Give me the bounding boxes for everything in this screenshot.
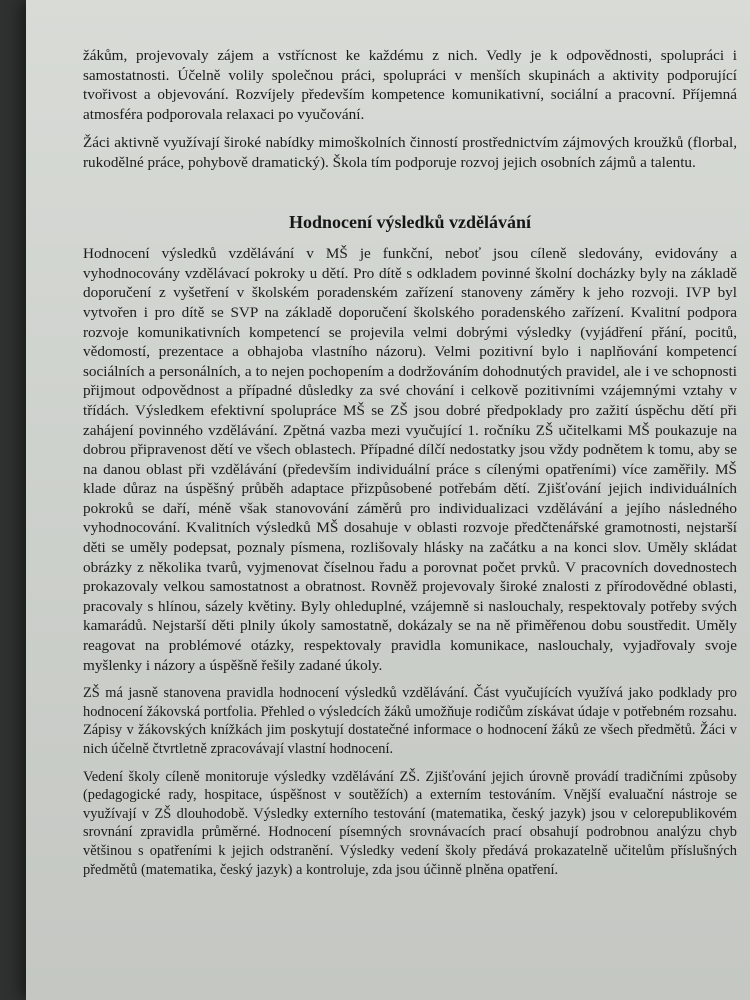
intro-paragraph-2: Žáci aktivně využívají široké nabídky mimoškolních činností prostřednictvím zájmových kroužků (florbal, rukodělné práce, pohybově dramatický). Škola tím podporuje rozvoj jejich osobních zájmů a talentu. <box>83 134 737 171</box>
section-paragraph-1: Hodnocení výsledků vzdělávání v MŠ je funkční, neboť jsou cíleně sledovány, evidovány a vyhodnocovány vzdělávací pokroky u dětí. Pro dítě s odkladem povinné školní docházky byly na základě doporučení z vyšetření v školském poradenském zařízení stanoveny záměry k jeho rozvoji. IVP byl vytvořen i pro dítě se SVP na základě doporučení školského poradenského zařízení. Kvalitní podpora rozvoje komunikativních kompetencí se projevila velmi dobrými výsledky (vyjádření přání, pocitů, vědomostí, prezentace a obhajoba vlastního názoru). Velmi pozitivní bylo i naplňování kompetencí sociálních a personálních, a to nejen pochopením a dodržováním dohodnutých pravidel, ale i ve schopnosti přijmout odpovědnost a případné důsledky za své chování i celkově pozitivními vzájemnými vztahy v třídách. Výsledkem efektivní spolupráce MŠ se ZŠ jsou dobré předpoklady pro zažití úspěchu dětí při zahájení povinného vzdělávání. Zpětná vazba mezi vyučující 1. ročníku ZŠ učitelkami MŠ poukazuje na dobrou připravenost dětí ve všech oblastech. Případné dílčí nedostatky jsou vždy podnětem k tomu, aby se na danou oblast při vzdělávání (především individuální práce s cílenými opatřeními) více zaměřily. MŠ klade důraz na úspěšný průběh adaptace přizpůsobené potřebám dětí. Zjišťování jejich individuálních pokroků se daří, méně však stanovování záměrů pro individualizaci vzdělávání a jejího následného vyhodnocování. Kvalitních výsledků MŠ dosahuje v oblasti rozvoje předčtenářské gramotnosti, nejstarší děti se uměly podepsat, poznaly písmena, rozlišovaly hlásky na začátku a na konci slov. Uměly skládat obrázky z několika tvarů, vyjmenovat číselnou řadu a porovnat počet prvků. V pracovních dovednostech prokazovaly velkou samostatnost a obratnost. Rovněž projevovaly široké znalosti z přírodovědné oblasti, pracovaly s hlínou, sázely květiny. Byly ohleduplné, vzájemně si naslouchaly, respektovaly potřeby svých kamarádů. Nejstarší děti plnily úkoly samostatně, dokázaly se na ně přiměřenou dobu soustředit. Uměly reagovat na problémové otázky, respektovaly pravidla komunikace, naslouchaly, vyjadřovaly svoje myšlenky i názory a úspěšně řešily zadané úkoly. <box>83 245 737 674</box>
intro-paragraph-1: žákům, projevovaly zájem a vstřícnost ke každému z nich. Vedly je k odpovědnosti, spolupráci i samostatnosti. Účelně volily společnou práci, spolupráci v menších skupinách a aktivity podporující tvořivost a objevování. Rozvíjely především kompetence komunikativní, sociální a pracovní. Příjemná atmosféra podporovala relaxaci po vyučování. <box>83 47 737 123</box>
document-page <box>26 0 750 1000</box>
section-paragraph-3: Vedení školy cíleně monitoruje výsledky vzdělávání ZŠ. Zjišťování jejich úrovně provádí tradičními způsoby (pedagogické rady, hospitace, úspěšnost v soutěžích) a externím testováním. Vnější evaluační nástroje se využívají v ZŠ dlouhodobě. Výsledky externího testování (matematika, český jazyk) jsou v celorepublikovém srovnání zpravidla průměrné. Hodnocení písemných srovnávacích prací obsahují podrobnou analýzu chyb většinou s opatřeními k jejich odstranění. Výsledky vedení školy předává prokazatelně učitelům příslušných předmětů (matematika, český jazyk) a kontroluje, zda jsou účinně plněna opatření. <box>83 768 737 878</box>
section-title: Hodnocení výsledků vzdělávání <box>288 211 532 232</box>
page-text <box>83 46 737 879</box>
section-paragraph-2: ZŠ má jasně stanovena pravidla hodnocení výsledků vzdělávání. Část vyučujících využívá jako podklady pro hodnocení žákovská portfolia. Přehled o výsledcích žáků umožňuje rodičům získávat údaje v potřebném rozsahu. Zápisy v žákovských knížkách jim poskytují dostatečné informace o hodnocení žáků ze všech předmětů. Žáci v nich účelně čtvrtletně zpracovávají vlastní hodnocení. <box>83 685 737 757</box>
